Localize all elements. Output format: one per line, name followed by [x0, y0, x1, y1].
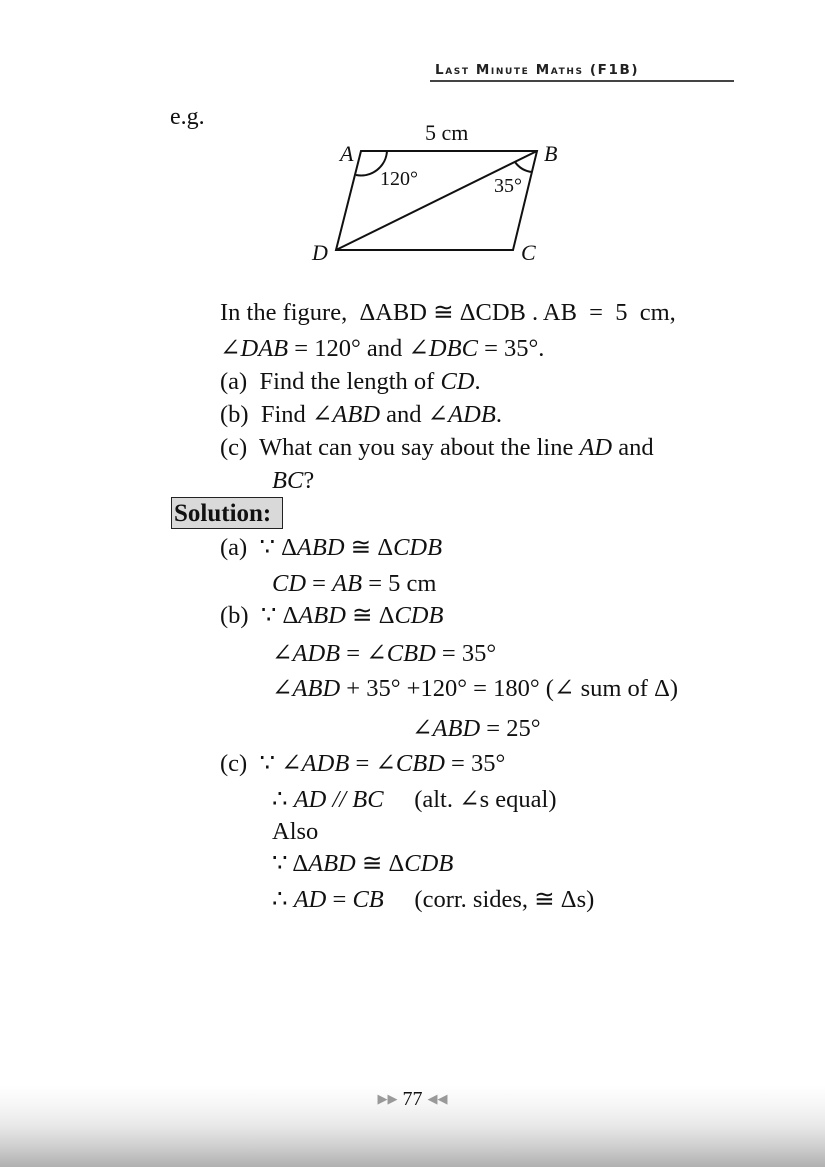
- text-segment: =: [349, 750, 376, 777]
- question_lines-line: [220, 400, 502, 430]
- angle-arc-b: [515, 162, 532, 172]
- question_lines-line: [220, 298, 676, 328]
- solution-label: Solution:: [171, 497, 283, 529]
- math-variable: BC: [272, 467, 304, 494]
- running-header: Last Minute Maths (F1B): [435, 62, 640, 78]
- text-segment: In the figure, ΔABD ≅ ΔCDB . AB = 5 cm,: [220, 299, 676, 326]
- angle-label-b: 35°: [494, 175, 522, 197]
- text-segment: =: [306, 570, 333, 597]
- math-variable: ∠DBC: [408, 335, 478, 362]
- math-variable: CDB: [393, 534, 443, 561]
- text-segment: (corr. sides, ≅ Δs): [383, 886, 595, 913]
- math-variable: ∠ADB: [281, 750, 350, 777]
- header-rule: [430, 80, 734, 82]
- text-segment: Also: [272, 818, 319, 845]
- question_lines-line: [220, 334, 544, 364]
- solution_lines-line: [272, 569, 436, 599]
- text-segment: ≅ Δ: [344, 534, 394, 561]
- text-segment: .: [474, 368, 481, 395]
- math-variable: ABD: [296, 534, 345, 561]
- text-segment: = 35°.: [477, 335, 545, 362]
- solution_lines-line: [272, 674, 678, 704]
- vertex-label-c: C: [521, 240, 536, 265]
- math-variable: AD: [293, 886, 327, 913]
- text-segment: = 35°: [444, 750, 506, 777]
- text-segment: ?: [303, 467, 315, 494]
- diagonal-bd: [336, 151, 537, 250]
- text-segment: =: [326, 886, 353, 913]
- math-variable: ∠ABD: [272, 675, 341, 702]
- text-segment: (b) ∵ Δ: [220, 602, 299, 629]
- text-segment: (c) ∵: [220, 750, 282, 777]
- side-label-ab: 5 cm: [425, 120, 469, 145]
- math-variable: AB: [332, 570, 363, 597]
- double-arrow-left-icon: ◀◀: [427, 1091, 448, 1106]
- text-segment: (a) Find the length of: [220, 368, 441, 395]
- double-arrow-right-icon: ▶▶: [377, 1091, 398, 1106]
- solution_lines-line: [220, 749, 505, 779]
- question_lines-line: [220, 433, 654, 463]
- text-segment: and: [612, 434, 654, 461]
- solution_lines-line: [412, 714, 541, 744]
- math-variable: CDB: [394, 602, 444, 629]
- page-number: [0, 1088, 825, 1111]
- solution_lines-line: [272, 885, 594, 915]
- solution_lines-line: [272, 817, 318, 847]
- text-segment: and: [380, 401, 428, 428]
- math-variable: ABD: [298, 602, 346, 629]
- solution_lines-line: [272, 849, 453, 879]
- text-segment: ∵ Δ: [272, 850, 309, 877]
- math-variable: ∠DAB: [220, 335, 289, 362]
- text-segment: = 120° and: [288, 335, 409, 362]
- text-segment: ∴: [272, 786, 294, 813]
- text-segment: ≅ Δ: [345, 602, 395, 629]
- text-segment: .: [495, 401, 502, 428]
- page-number-text: 77: [402, 1088, 423, 1110]
- math-variable: AD: [579, 434, 613, 461]
- text-segment: = 35°: [435, 640, 497, 667]
- text-segment: ∴: [272, 886, 294, 913]
- math-variable: ∠ABD: [412, 715, 481, 742]
- solution_lines-line: [272, 639, 496, 669]
- text-segment: (a) ∵ Δ: [220, 534, 297, 561]
- question_lines-line: [220, 367, 481, 397]
- math-variable: AD // BC: [293, 786, 384, 813]
- vertex-label-a: A: [340, 141, 354, 166]
- vertex-label-d: D: [312, 240, 328, 265]
- math-variable: CDB: [404, 850, 454, 877]
- solution_lines-line: [220, 533, 442, 563]
- text-segment: ≅ Δ: [355, 850, 405, 877]
- example-label: e.g.: [170, 104, 205, 130]
- math-variable: ∠ADB: [272, 640, 341, 667]
- angle-label-a: 120°: [380, 168, 418, 190]
- math-variable: CD: [440, 368, 475, 395]
- math-variable: ∠CBD: [375, 750, 445, 777]
- question_lines-line: [272, 466, 314, 496]
- math-variable: ∠CBD: [366, 640, 436, 667]
- solution_lines-line: [220, 601, 443, 631]
- parallelogram-figure: [300, 110, 580, 270]
- text-segment: = 25°: [480, 715, 541, 742]
- math-variable: CD: [272, 570, 307, 597]
- math-variable: ABD: [308, 850, 356, 877]
- math-variable: ∠ABD: [311, 401, 381, 428]
- text-segment: = 5 cm: [362, 570, 437, 597]
- math-variable: ∠ADB: [427, 401, 496, 428]
- text-segment: + 35° +120° = 180° (∠ sum of Δ): [340, 675, 678, 702]
- text-segment: (alt. ∠s equal): [383, 786, 557, 813]
- text-segment: (b) Find: [220, 401, 312, 428]
- solution_lines-line: [272, 785, 557, 815]
- text-segment: (c) What can you say about the line: [220, 434, 580, 461]
- math-variable: CB: [352, 886, 384, 913]
- text-segment: =: [340, 640, 367, 667]
- vertex-label-b: B: [544, 141, 558, 166]
